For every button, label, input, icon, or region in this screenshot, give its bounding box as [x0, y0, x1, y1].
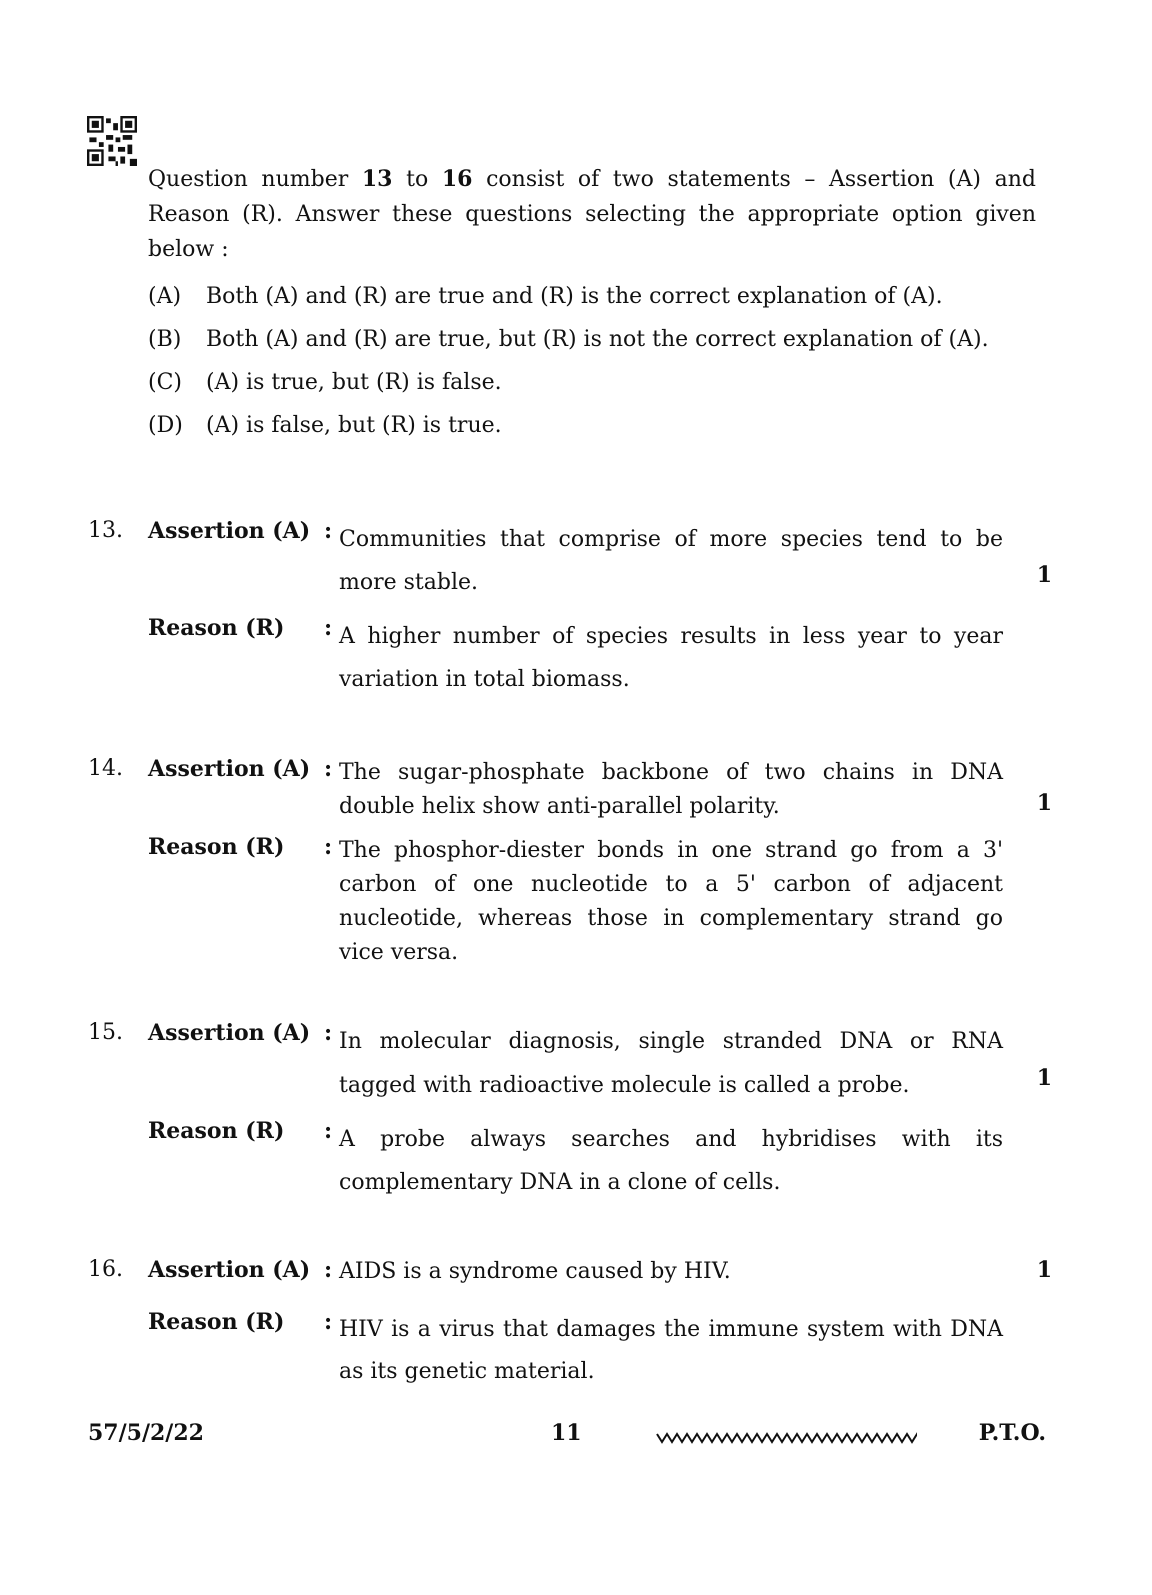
assertion-text: Communities that comprise of more species tend to be more stable.: [339, 527, 1003, 595]
colon: :: [324, 756, 333, 782]
reason-label: Reason (R): [148, 615, 285, 641]
colon: :: [324, 1309, 333, 1335]
marks: 1: [1036, 790, 1052, 816]
colon: :: [324, 615, 333, 641]
reason-text: The phosphor-diester bonds in one strand go from a 3' carbon of one nucleotide to a 5' carbon of adjacent nucleotide, whereas those in complementary strand go vice versa.: [339, 838, 1003, 965]
marks: 1: [1036, 1257, 1052, 1283]
assertion-label: Assertion (A): [148, 756, 311, 782]
reason-text: A higher number of species results in less year to year variation in total biomass.: [339, 624, 1003, 692]
colon: :: [324, 834, 333, 860]
option-c: (C) (A) is true, but (R) is false.: [148, 370, 502, 395]
pto-label: P.T.O.: [978, 1420, 1046, 1446]
assertion-label: Assertion (A): [148, 1257, 311, 1283]
reason-label: Reason (R): [148, 1309, 285, 1335]
instructions: Question number 13 to 16 consist of two statements – Assertion (A) and Reason (R). Answer these questions selecting the appropriate option given below :: [148, 166, 1036, 262]
assertion-text: The sugar-phosphate backbone of two chains in DNA double helix show anti-parallel polarity.: [339, 760, 1003, 819]
assertion-label: Assertion (A): [148, 518, 311, 544]
reason-text: HIV is a virus that damages the immune system with DNA as its genetic material.: [339, 1317, 1003, 1384]
paper-code: 57/5/2/22: [88, 1420, 204, 1446]
option-b: (B) Both (A) and (R) are true, but (R) is not the correct explanation of (A).: [148, 327, 989, 352]
page-number: 11: [551, 1420, 582, 1446]
assertion-text: AIDS is a syndrome caused by HIV.: [339, 1259, 731, 1284]
assertion-text: In molecular diagnosis, single stranded DNA or RNA tagged with radioactive molecule is called a probe.: [339, 1029, 1003, 1098]
question-number: 13.: [88, 518, 123, 543]
qr-code: [87, 116, 137, 166]
colon: :: [324, 518, 333, 544]
reason-label: Reason (R): [148, 834, 285, 860]
question-number: 15.: [88, 1020, 123, 1045]
marks: 1: [1036, 1065, 1052, 1091]
colon: :: [324, 1257, 333, 1283]
assertion-label: Assertion (A): [148, 1020, 311, 1046]
question-number: 16.: [88, 1257, 123, 1282]
option-d: (D) (A) is false, but (R) is true.: [148, 413, 502, 438]
marks: 1: [1036, 562, 1052, 588]
option-a: (A) Both (A) and (R) are true and (R) is the correct explanation of (A).: [148, 284, 943, 309]
question-number: 14.: [88, 756, 123, 781]
colon: :: [324, 1118, 333, 1144]
colon: :: [324, 1020, 333, 1046]
reason-text: A probe always searches and hybridises with its complementary DNA in a clone of cells.: [339, 1127, 1003, 1195]
wavy-line-decoration: [655, 1428, 917, 1448]
reason-label: Reason (R): [148, 1118, 285, 1144]
